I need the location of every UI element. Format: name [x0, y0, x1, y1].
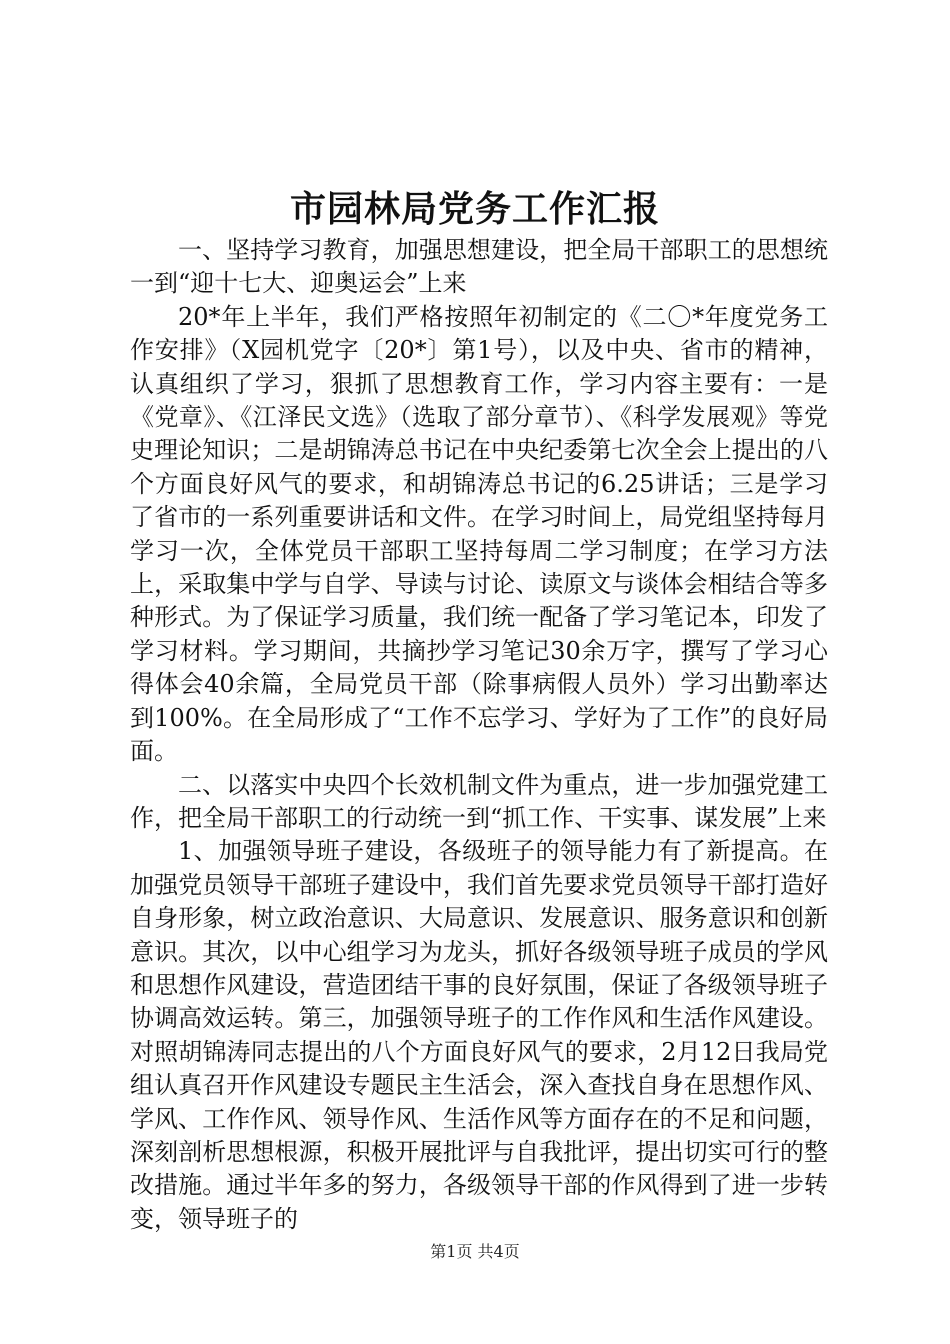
page-number-footer: 第1页 共4页: [430, 1242, 520, 1261]
document-body: [130, 234, 828, 1236]
paragraph-section-2-heading: 二、以落实中央四个长效机制文件为重点，进一步加强党建工作，把全局干部职工的行动统一到“抓工作、干实事、谋发展”上来: [130, 770, 828, 832]
document-title: 市园林局党务工作汇报: [289, 188, 660, 230]
paragraph-study-content: 20*年上半年，我们严格按照年初制定的《二〇*年度党务工作安排》（X园机党字〔20*〕第1号），以及中央、省市的精神，认真组织了学习，狠抓了思想教育工作，学习内容主要有：一是《党章》、《江泽民文选》（选取了部分章节）、《科学发展观》等党史理论知识；二是胡锦涛总书记在中央纪委第七次全会上提出的八个方面良好风气的要求，和胡锦涛总书记的6.25讲话；三是学习了省市的一系列重要讲话和文件。在学习时间上，局党组坚持每月学习一次，全体党员干部职工坚持每周二学习制度；在学习方法上，采取集中学与自学、导读与讨论、读原文与谈体会相结合等多种形式。为了保证学习质量，我们统一配备了学习笔记本，印发了学习材料。学习期间，共摘抄学习笔记30余万字，撰写了学习心得体会40余篇，全局党员干部（除事病假人员外）学习出勤率达到100%。在全局形成了“工作不忘学习、学好为了工作”的良好局面。: [130, 302, 828, 766]
paragraph-section-1-heading: 一、坚持学习教育，加强思想建设，把全局干部职工的思想统一到“迎十七大、迎奥运会”上来: [130, 236, 828, 298]
paragraph-leadership-building: 1、加强领导班子建设，各级班子的领导能力有了新提高。在加强党员领导干部班子建设中，我们首先要求党员领导干部打造好自身形象，树立政治意识、大局意识、发展意识、服务意识和创新意识。其次，以中心组学习为龙头，抓好各级领导班子成员的学风和思想作风建设，营造团结干事的良好氛围，保证了各级领导班子协调高效运转。第三，加强领导班子的工作作风和生活作风建设。对照胡锦涛同志提出的八个方面良好风气的要求，2月12日我局党组认真召开作风建设专题民主生活会，深入查找自身在思想作风、学风、工作作风、领导作风、生活作风等方面存在的不足和问题，深刻剖析思想根源，积极开展批评与自我批评，提出切实可行的整改措施。通过半年多的努力，各级领导干部的作风得到了进一步转变，领导班子的: [130, 837, 828, 1233]
